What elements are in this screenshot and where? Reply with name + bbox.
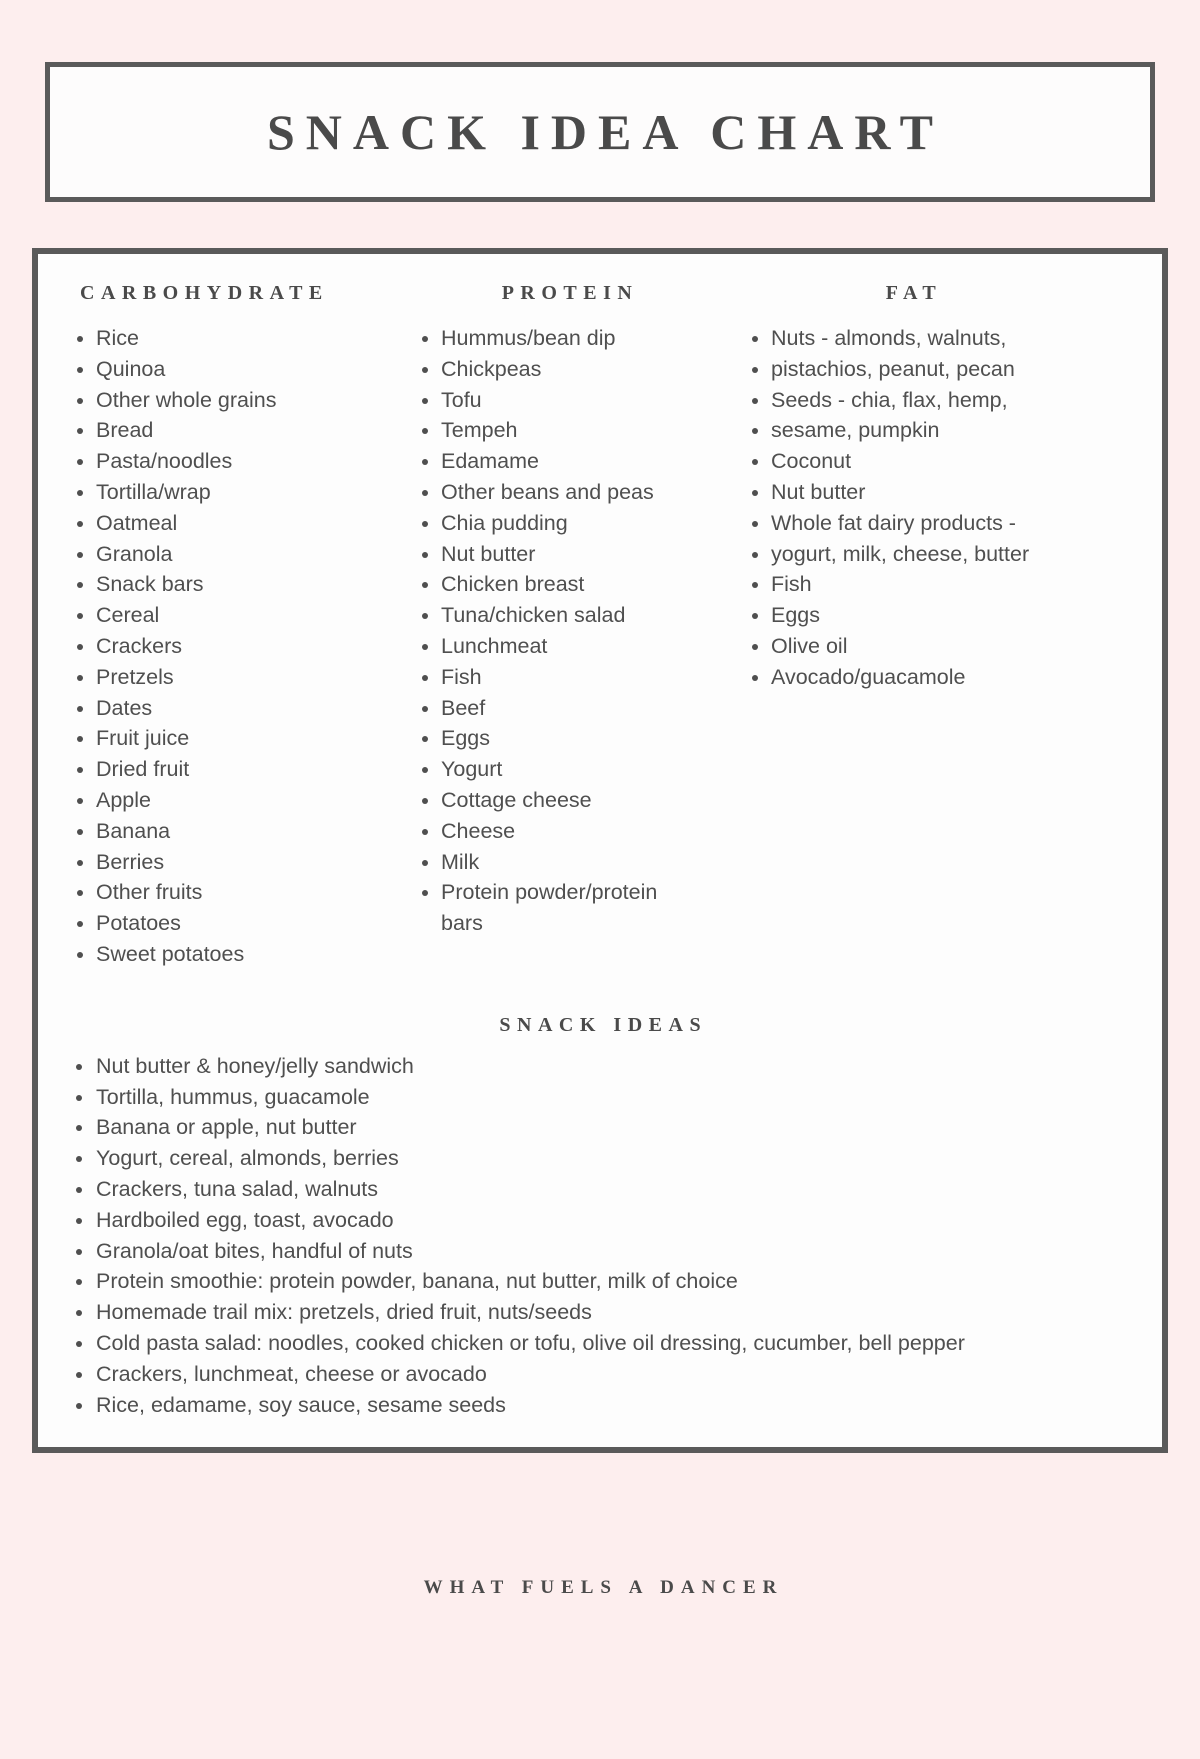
list-item: Banana or apple, nut butter [60,1112,1140,1143]
list-item: Yogurt, cereal, almonds, berries [60,1143,1140,1174]
list-item: Berries [60,847,405,878]
list-item: Yogurt [405,754,735,785]
macro-columns [60,282,1140,970]
list-item: Lunchmeat [405,631,735,662]
list-item: pistachios, peanut, pecan [735,354,1085,385]
fat-list [735,323,1085,693]
carbohydrate-list [60,323,405,970]
column-heading-fat: FAT [885,282,943,304]
list-item: Homemade trail mix: pretzels, dried fruit, nuts/seeds [60,1297,1140,1328]
list-item: Cottage cheese [405,785,735,816]
list-item: Hardboiled egg, toast, avocado [60,1205,1140,1236]
list-item: Cereal [60,600,405,631]
list-item: Rice, edamame, soy sauce, sesame seeds [60,1390,1140,1421]
list-item: Nut butter [735,477,1085,508]
column-fat [735,282,1085,693]
list-item: Other fruits [60,877,405,908]
list-item: Beef [405,693,735,724]
list-item: Bread [60,415,405,446]
list-item: Olive oil [735,631,1085,662]
list-item: Cheese [405,816,735,847]
list-item: Chicken breast [405,569,735,600]
column-heading-carbohydrate: CARBOHYDRATE [80,282,329,304]
list-item-continuation: bars [441,911,483,936]
list-item: Tuna/chicken salad [405,600,735,631]
list-item: Granola [60,539,405,570]
list-item: Protein smoothie: protein powder, banana, nut butter, milk of choice [60,1266,1140,1297]
list-item: Tortilla, hummus, guacamole [60,1082,1140,1113]
list-item: Crackers, tuna salad, walnuts [60,1174,1140,1205]
list-item: Hummus/bean dip [405,323,735,354]
list-item: Chickpeas [405,354,735,385]
list-item: Chia pudding [405,508,735,539]
list-item: Apple [60,785,405,816]
list-item: Tortilla/wrap [60,477,405,508]
list-item: Seeds - chia, flax, hemp, [735,385,1085,416]
list-item: Coconut [735,446,1085,477]
list-item: sesame, pumpkin [735,415,1085,446]
list-item: Fruit juice [60,723,405,754]
list-item: Granola/oat bites, handful of nuts [60,1236,1140,1267]
list-item: Eggs [735,600,1085,631]
title-box [45,62,1155,202]
list-item: Crackers [60,631,405,662]
list-item: Milk [405,847,735,878]
column-carbohydrate [60,282,405,970]
list-item: Tempeh [405,415,735,446]
column-protein [405,282,735,939]
list-item: Pretzels [60,662,405,693]
list-item: Avocado/guacamole [735,662,1085,693]
list-item: Potatoes [60,908,405,939]
column-heading-protein: PROTEIN [501,282,639,304]
list-item: Dates [60,693,405,724]
list-item: Quinoa [60,354,405,385]
list-item: Rice [60,323,405,354]
list-item: Dried fruit [60,754,405,785]
list-item: Tofu [405,385,735,416]
list-item: Eggs [405,723,735,754]
list-item: Oatmeal [60,508,405,539]
main-content-card [32,248,1168,1453]
snack-ideas-list [60,1051,1140,1421]
list-item: Fish [735,569,1085,600]
list-item: Sweet potatoes [60,939,405,970]
list-item: Fish [405,662,735,693]
list-item: Other whole grains [60,385,405,416]
list-item: Whole fat dairy products - [735,508,1085,539]
list-item: Cold pasta salad: noodles, cooked chicken or tofu, olive oil dressing, cucumber, bell pepper [60,1328,1140,1359]
page-title: SNACK IDEA CHART [266,104,945,160]
list-item: Nut butter & honey/jelly sandwich [60,1051,1140,1082]
list-item: Nut butter [405,539,735,570]
footer-brand: WHAT FUELS A DANCER [423,1577,784,1598]
list-item: yogurt, milk, cheese, butter [735,539,1085,570]
snack-ideas-heading: SNACK IDEAS [499,1013,708,1036]
protein-list [405,323,735,939]
list-item: Protein powder/protein [405,877,735,908]
list-item: Crackers, lunchmeat, cheese or avocado [60,1359,1140,1390]
list-item: Pasta/noodles [60,446,405,477]
list-item: Other beans and peas [405,477,735,508]
snack-idea-chart-page [0,62,1200,1759]
list-item: Snack bars [60,569,405,600]
list-item: Edamame [405,446,735,477]
list-item: Banana [60,816,405,847]
list-item: Nuts - almonds, walnuts, [735,323,1085,354]
